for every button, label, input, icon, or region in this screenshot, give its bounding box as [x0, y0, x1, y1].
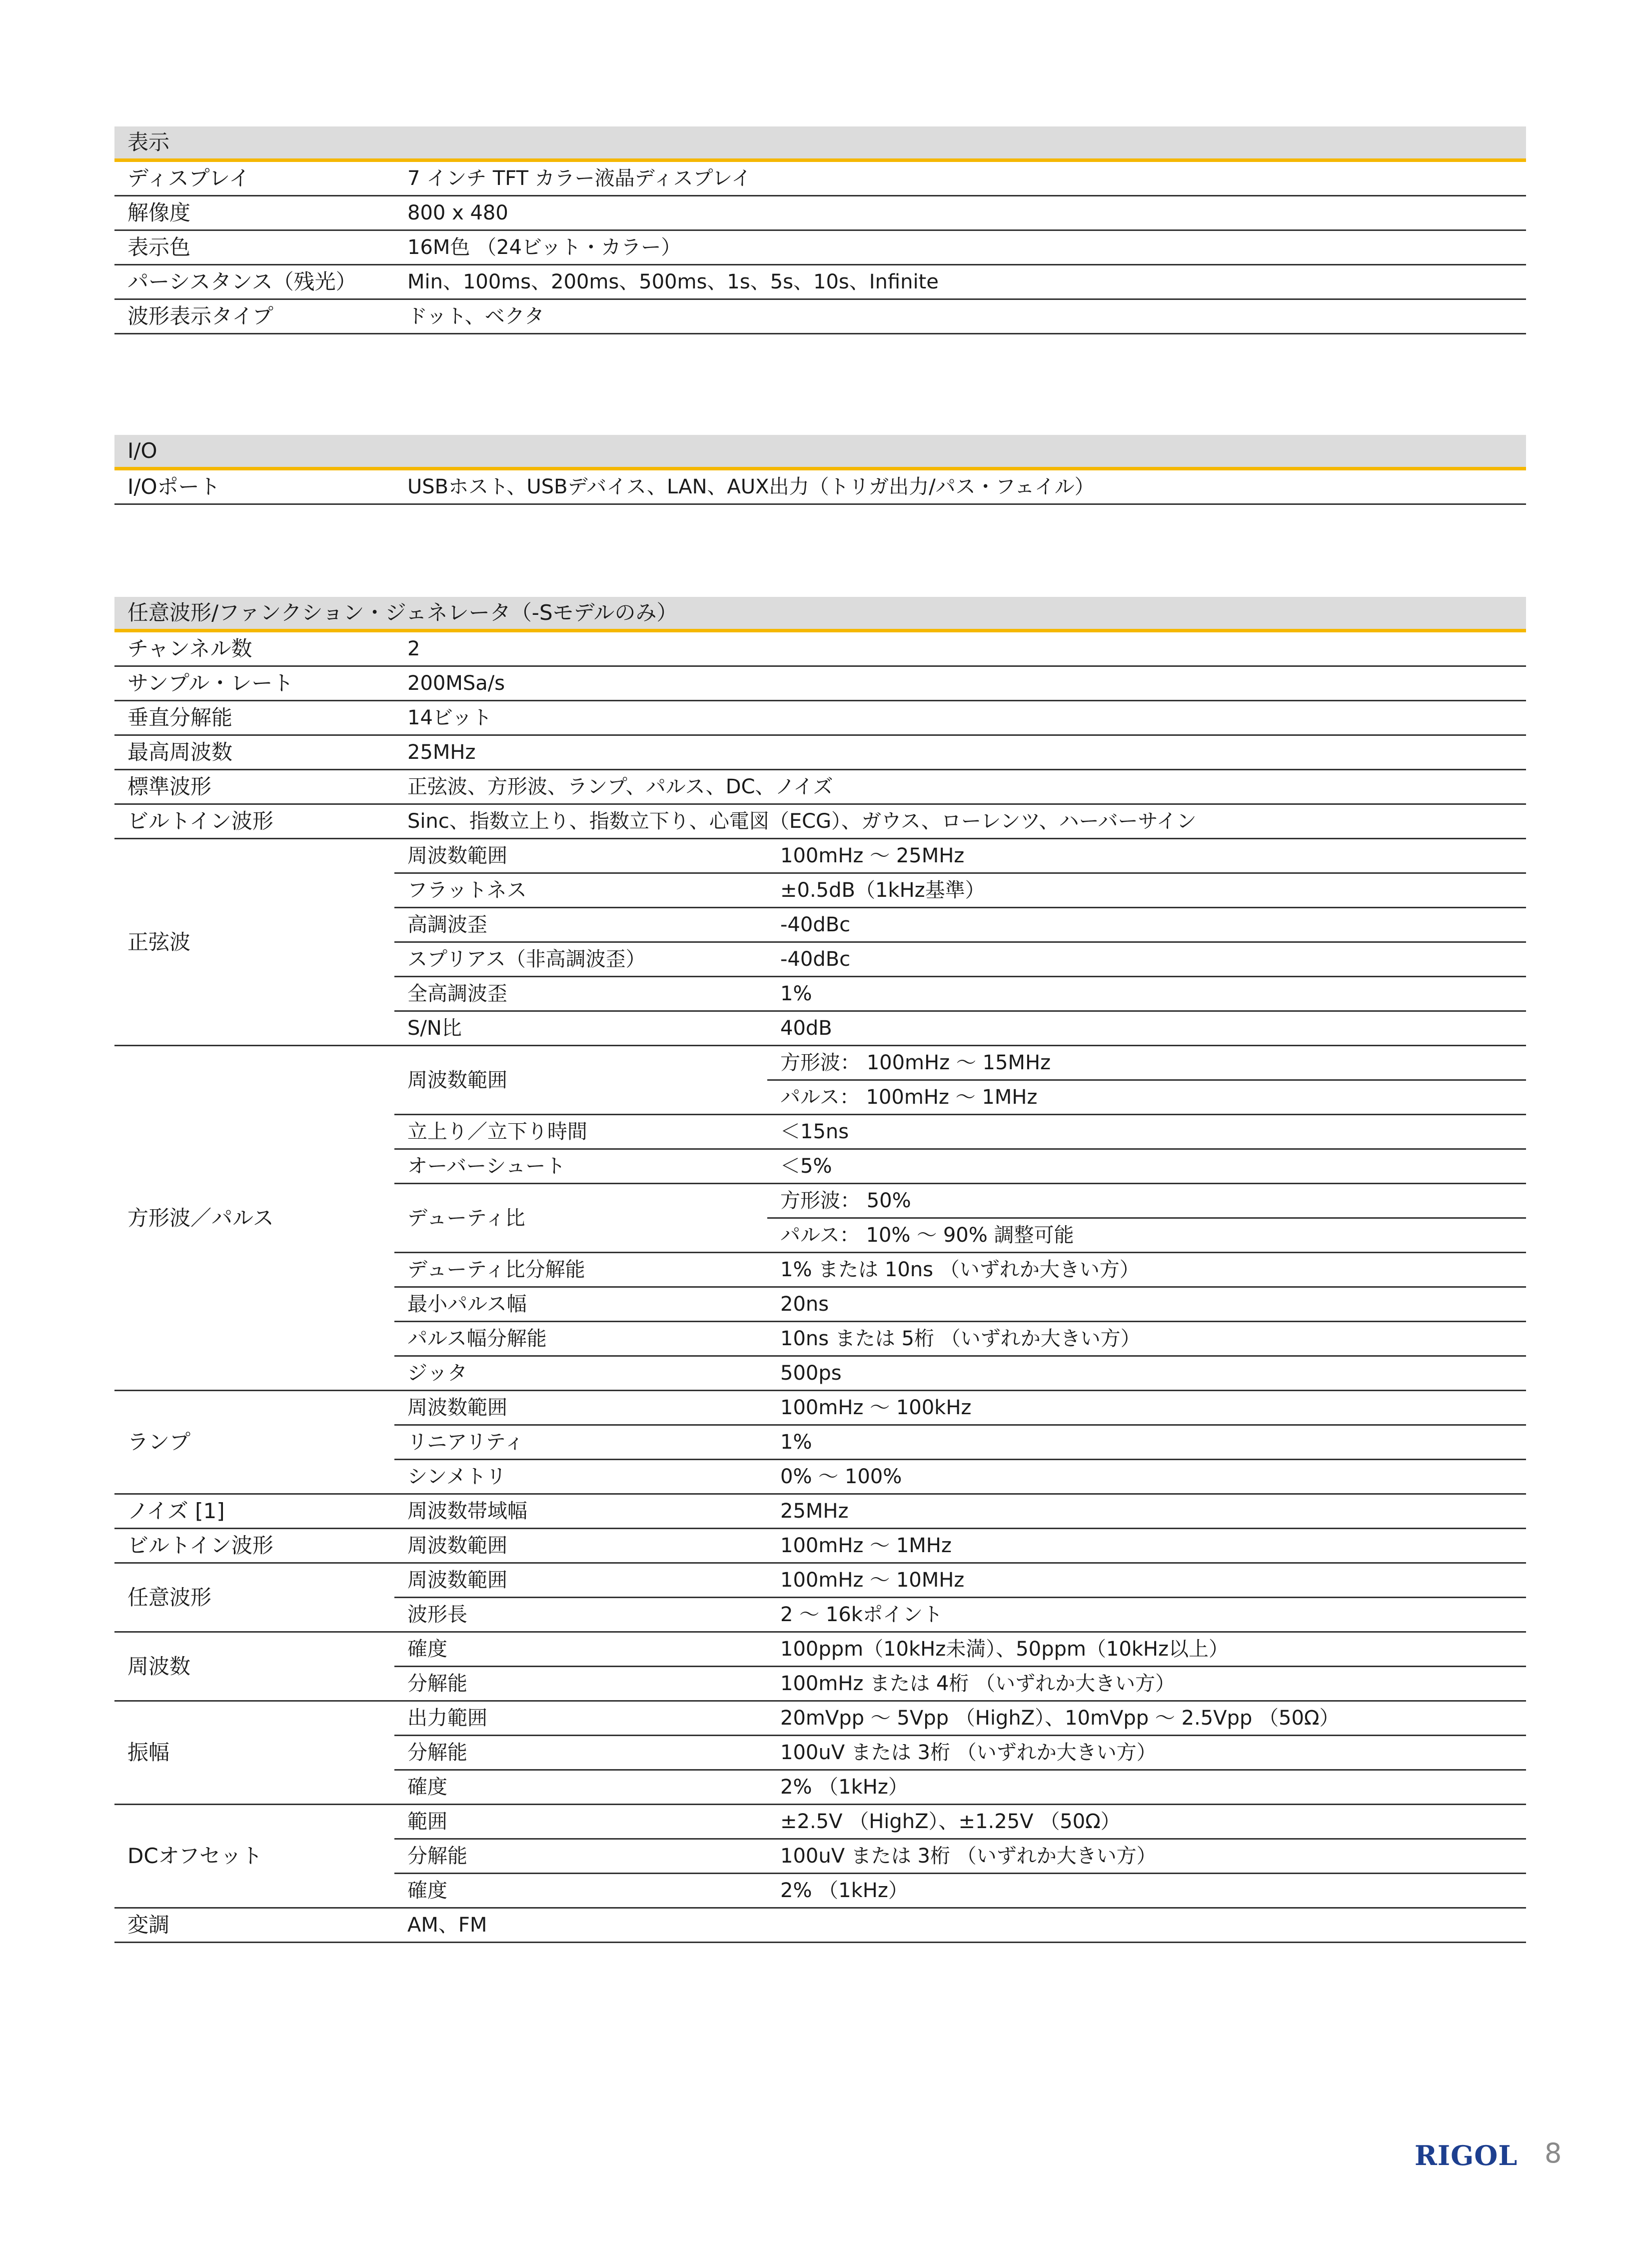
param-value: 100ppm（10kHz未満）、50ppm（10kHz以上） [767, 1632, 1526, 1667]
table-row [114, 839, 1526, 873]
param-value: パルス： 100mHz ～ 1MHz [767, 1080, 1526, 1115]
param-label: 周波数範囲 [394, 1563, 767, 1598]
param-value: ±0.5dB（1kHz基準） [767, 873, 1526, 908]
param-label: スプリアス（非高調波歪） [394, 942, 767, 977]
param-label: 最小パルス幅 [394, 1287, 767, 1322]
row-value: 25MHz [394, 735, 1526, 770]
table-row [114, 162, 1526, 196]
display-table [114, 162, 1526, 334]
param-value: 1% [767, 1425, 1526, 1460]
param-label: 高調波歪 [394, 908, 767, 942]
table-row [114, 701, 1526, 735]
param-value: 20ns [767, 1287, 1526, 1322]
table-row [114, 230, 1526, 265]
table-row [114, 196, 1526, 230]
param-label: 分解能 [394, 1736, 767, 1770]
param-value: 方形波： 100mHz ～ 15MHz [767, 1046, 1526, 1080]
row-value: 7 インチ TFT カラー液晶ディスプレイ [394, 162, 1526, 196]
param-label: 分解能 [394, 1667, 767, 1701]
param-value: 100mHz ～ 10MHz [767, 1563, 1526, 1598]
table-row [114, 666, 1526, 701]
param-label: パルス幅分解能 [394, 1322, 767, 1356]
group-label-square: 方形波／パルス [114, 1046, 394, 1391]
row-value: ドット、ベクタ [394, 299, 1526, 334]
param-value: 2% （1kHz） [767, 1874, 1526, 1908]
row-value: 200MSa/s [394, 666, 1526, 701]
param-value: 100mHz ～ 1MHz [767, 1529, 1526, 1563]
param-label: オーバーシュート [394, 1149, 767, 1184]
param-value: ±2.5V （HighZ）、±1.25V （50Ω） [767, 1805, 1526, 1839]
row-value: 800 x 480 [394, 196, 1526, 230]
param-label: フラットネス [394, 873, 767, 908]
param-value: 0% ～ 100% [767, 1460, 1526, 1494]
display-section [114, 126, 1526, 334]
param-label: シンメトリ [394, 1460, 767, 1494]
param-value: 2 ～ 16kポイント [767, 1598, 1526, 1632]
param-label: 立上り／立下り時間 [394, 1115, 767, 1149]
awg-section [114, 597, 1526, 1943]
io-section-title: I/O [114, 435, 1526, 470]
param-label: 周波数範囲 [394, 839, 767, 873]
io-table [114, 470, 1526, 505]
awg-table [114, 632, 1526, 1943]
row-value: 2 [394, 632, 1526, 666]
param-label: デューティ比 [394, 1184, 767, 1253]
row-value: USBホスト、USBデバイス、LAN、AUX出力（トリガ出力/パス・フェイル） [394, 470, 1526, 504]
row-label: 変調 [114, 1908, 394, 1943]
row-label: 最高周波数 [114, 735, 394, 770]
row-value: 14ビット [394, 701, 1526, 735]
param-label: 確度 [394, 1874, 767, 1908]
row-label: サンプル・レート [114, 666, 394, 701]
table-row [114, 735, 1526, 770]
table-row [114, 1701, 1526, 1736]
row-value: 16M色 （24ビット・カラー） [394, 230, 1526, 265]
param-value: 20mVpp ～ 5Vpp （HighZ）、10mVpp ～ 2.5Vpp （50Ω） [767, 1701, 1526, 1736]
param-value: 1% [767, 977, 1526, 1011]
table-row [114, 1632, 1526, 1667]
param-value: 100mHz ～ 100kHz [767, 1391, 1526, 1425]
group-label-sine: 正弦波 [114, 839, 394, 1046]
param-value: 25MHz [767, 1494, 1526, 1529]
table-row [114, 1529, 1526, 1563]
param-value: ＜5% [767, 1149, 1526, 1184]
param-value: 方形波： 50% [767, 1184, 1526, 1218]
table-row [114, 632, 1526, 666]
param-value: 1% または 10ns （いずれか大きい方） [767, 1253, 1526, 1287]
param-value: -40dBc [767, 908, 1526, 942]
param-value: ＜15ns [767, 1115, 1526, 1149]
row-label: チャンネル数 [114, 632, 394, 666]
param-label: 周波数帯域幅 [394, 1494, 767, 1529]
row-label: ディスプレイ [114, 162, 394, 196]
param-label: 周波数範囲 [394, 1391, 767, 1425]
table-row [114, 1046, 1526, 1080]
table-row [114, 265, 1526, 299]
row-label: 波形表示タイプ [114, 299, 394, 334]
table-row [114, 1805, 1526, 1839]
group-label-dc: DCオフセット [114, 1805, 394, 1908]
row-value: AM、FM [394, 1908, 1526, 1943]
param-value: 100uV または 3桁 （いずれか大きい方） [767, 1839, 1526, 1874]
group-label-freq: 周波数 [114, 1632, 394, 1701]
table-row [114, 804, 1526, 839]
rigol-logo: RIGOL [1415, 2140, 1518, 2172]
param-label: 出力範囲 [394, 1701, 767, 1736]
param-label: 周波数範囲 [394, 1046, 767, 1115]
param-value: 2% （1kHz） [767, 1770, 1526, 1805]
param-label: 波形長 [394, 1598, 767, 1632]
param-label: 周波数範囲 [394, 1529, 767, 1563]
param-value: 100mHz ～ 25MHz [767, 839, 1526, 873]
param-value: 500ps [767, 1356, 1526, 1391]
group-label-ramp: ランプ [114, 1391, 394, 1494]
table-row [114, 1494, 1526, 1529]
param-value: -40dBc [767, 942, 1526, 977]
group-label-arb: 任意波形 [114, 1563, 394, 1632]
group-label-noise: ノイズ [1] [114, 1494, 394, 1529]
param-value: 40dB [767, 1011, 1526, 1046]
param-label: デューティ比分解能 [394, 1253, 767, 1287]
display-section-title: 表示 [114, 126, 1526, 162]
table-row [114, 470, 1526, 504]
param-label: 確度 [394, 1632, 767, 1667]
table-row [114, 1908, 1526, 1943]
param-value: 100mHz または 4桁 （いずれか大きい方） [767, 1667, 1526, 1701]
io-section [114, 435, 1526, 505]
table-row [114, 770, 1526, 804]
param-label: 範囲 [394, 1805, 767, 1839]
param-label: ジッタ [394, 1356, 767, 1391]
table-row [114, 1391, 1526, 1425]
row-label: ビルトイン波形 [114, 804, 394, 839]
row-label: パーシスタンス（残光） [114, 265, 394, 299]
row-label: 解像度 [114, 196, 394, 230]
row-value: Sinc、指数立上り、指数立下り、心電図（ECG）、ガウス、ローレンツ、ハーバーサイン [394, 804, 1526, 839]
group-label-builtin: ビルトイン波形 [114, 1529, 394, 1563]
table-row [114, 299, 1526, 334]
param-label: 分解能 [394, 1839, 767, 1874]
group-label-amp: 振幅 [114, 1701, 394, 1805]
row-label: I/Oポート [114, 470, 394, 504]
param-label: 確度 [394, 1770, 767, 1805]
row-value: Min、100ms、200ms、500ms、1s、5s、10s、Infinite [394, 265, 1526, 299]
awg-section-title: 任意波形/ファンクション・ジェネレータ（-Sモデルのみ） [114, 597, 1526, 632]
row-label: 標準波形 [114, 770, 394, 804]
page-number: 8 [1545, 2138, 1562, 2169]
param-label: S/N比 [394, 1011, 767, 1046]
param-label: 全高調波歪 [394, 977, 767, 1011]
row-value: 正弦波、方形波、ランプ、パルス、DC、ノイズ [394, 770, 1526, 804]
row-label: 垂直分解能 [114, 701, 394, 735]
param-value: パルス： 10% ～ 90% 調整可能 [767, 1218, 1526, 1253]
param-value: 10ns または 5桁 （いずれか大きい方） [767, 1322, 1526, 1356]
table-row [114, 1563, 1526, 1598]
row-label: 表示色 [114, 230, 394, 265]
param-label: リニアリティ [394, 1425, 767, 1460]
param-value: 100uV または 3桁 （いずれか大きい方） [767, 1736, 1526, 1770]
